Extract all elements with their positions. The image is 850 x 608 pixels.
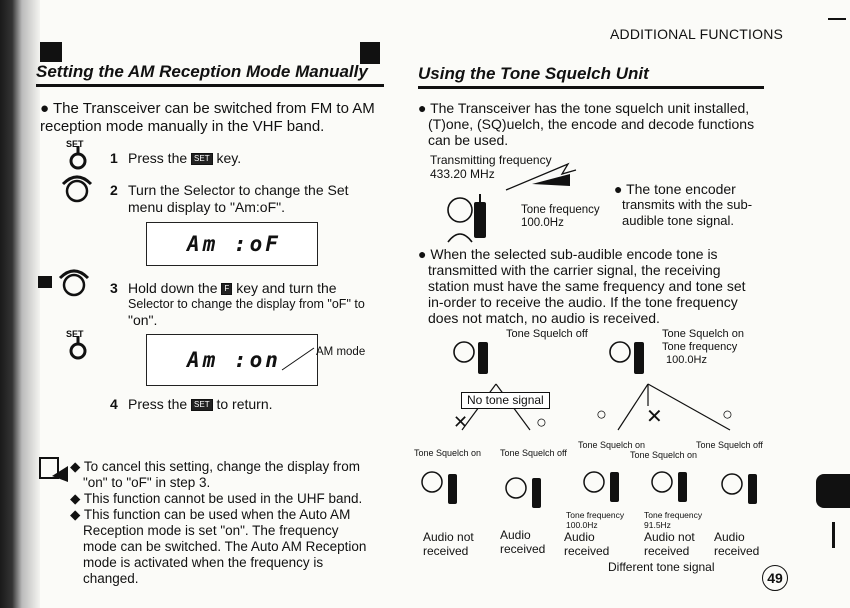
freq-c-label: Tone frequency bbox=[566, 510, 625, 520]
person-with-radio-icon bbox=[440, 192, 504, 248]
person-radio-squelch-off bbox=[448, 336, 506, 380]
encoder-text-1: The tone encoder bbox=[626, 181, 736, 197]
different-tone-label: Different tone signal bbox=[608, 560, 715, 574]
result-e-line1: Audio bbox=[714, 530, 745, 544]
page-number: 49 bbox=[762, 565, 788, 591]
cross-mark-1: ✕ bbox=[453, 412, 469, 432]
result-b-line2: received bbox=[500, 542, 546, 556]
circle-mark-3: ○ bbox=[722, 404, 733, 424]
step3-line3: "on". bbox=[128, 312, 158, 328]
left-section-title: Setting the AM Reception Mode Manually bbox=[36, 62, 368, 81]
step1-number: 1 bbox=[110, 150, 118, 166]
set-label-2: SET bbox=[66, 329, 84, 339]
step3-line1a: Hold down the bbox=[128, 280, 218, 296]
f-key-icon bbox=[38, 276, 52, 288]
encoder-line3: audible tone signal. bbox=[622, 213, 735, 228]
am-mode-label: AM mode bbox=[316, 346, 366, 358]
page-binding-shadow bbox=[22, 0, 40, 608]
set-label: SET bbox=[66, 139, 84, 149]
para2-line3: station must have the same frequency and tone set bbox=[428, 278, 746, 294]
bottom-label-a: Tone Squelch on bbox=[414, 448, 482, 458]
step1-text-a: Press the bbox=[128, 150, 188, 166]
step2-line2: menu display to "Am:oF". bbox=[128, 199, 286, 215]
f-key-glyph: F bbox=[221, 283, 232, 295]
step3-line2: Selector to change the display from "oF" to bbox=[128, 297, 365, 311]
note-2-line1: This function cannot be used in the UHF band. bbox=[83, 491, 363, 506]
note-1-line2: "on" to "oF" in step 3. bbox=[83, 475, 211, 490]
step4-number: 4 bbox=[110, 396, 118, 412]
am-mode-pointer bbox=[280, 344, 316, 372]
result-b bbox=[500, 528, 545, 556]
edge-mark bbox=[832, 522, 835, 548]
result-a bbox=[423, 530, 474, 558]
left-intro-text: The Transceiver can be switched from FM to AM reception mode manually in the VHF band. bbox=[40, 100, 375, 135]
note-3-line4: mode is activated when the frequency is bbox=[83, 555, 324, 570]
note-3-line2: Reception mode is set "on". The frequency bbox=[83, 523, 339, 538]
no-tone-signal-box: No tone signal bbox=[461, 392, 550, 409]
step3-line1 bbox=[128, 280, 383, 297]
result-c-line2: received bbox=[564, 544, 610, 558]
bottom-label-d: Tone Squelch on bbox=[630, 450, 698, 460]
selector-knob-icon bbox=[60, 172, 94, 206]
para2-line5: does not match, no audio is received. bbox=[428, 310, 660, 326]
step4-text-b: to return. bbox=[216, 396, 273, 412]
bottom-label-b: Tone Squelch off bbox=[500, 448, 567, 458]
step4-text-a: Press the bbox=[128, 396, 188, 412]
result-c bbox=[564, 530, 609, 558]
lcd-text-1: Am :oF bbox=[187, 232, 281, 256]
result-b-line1: Audio bbox=[500, 528, 531, 542]
section-tab-marker bbox=[816, 474, 850, 508]
circle-mark-1: ○ bbox=[536, 412, 547, 432]
left-title-rule bbox=[36, 84, 384, 87]
step2-line1: Turn the Selector to change the Set bbox=[128, 182, 349, 198]
person-radio-squelch-on bbox=[604, 336, 662, 380]
right-para2 bbox=[418, 246, 766, 326]
button-press-icon bbox=[64, 144, 94, 170]
note-item: ◆ This function cannot be used in the UHF band. bbox=[70, 491, 363, 506]
right-intro-line3: can be used. bbox=[428, 132, 509, 148]
encoder-line1: ● The tone encoder bbox=[614, 181, 736, 197]
cross-mark-2: ✕ bbox=[646, 406, 663, 428]
para2-line2: transmitted with the carrier signal, the receiving bbox=[428, 262, 721, 278]
right-intro-line2: (T)one, (SQ)uelch, the encode and decode functions bbox=[428, 116, 755, 132]
para2-text-1: When the selected sub-audible encode tone is bbox=[430, 246, 718, 262]
step4-text bbox=[128, 396, 273, 413]
result-a-line2: received bbox=[423, 544, 469, 558]
button-press-icon-2 bbox=[64, 334, 94, 360]
set-key-icon-2: SET bbox=[191, 399, 213, 411]
result-e bbox=[714, 530, 759, 558]
note-3-line3: mode can be switched. The Auto AM Reception bbox=[83, 539, 367, 554]
lcd-display-1 bbox=[146, 222, 318, 266]
result-d-line2: received bbox=[644, 544, 690, 558]
encoder-line2: transmits with the sub- bbox=[622, 197, 753, 212]
lcd-text-2: Am :on bbox=[187, 348, 281, 372]
squelch-on-freq-label: Tone frequency bbox=[662, 341, 738, 353]
result-d bbox=[644, 530, 695, 558]
note-1-line1: To cancel this setting, change the display from bbox=[83, 459, 361, 474]
bottom-label-c: Tone Squelch on bbox=[578, 440, 646, 450]
right-intro-line1: ● The Transceiver has the tone squelch unit installed, bbox=[418, 100, 750, 116]
tone-freq-label: Tone frequency bbox=[521, 204, 600, 216]
para2-line4: in-order to receive the audio. If the tone frequency bbox=[428, 294, 738, 310]
right-intro bbox=[418, 100, 766, 148]
note-item: ◆ To cancel this setting, change the display from bbox=[70, 459, 361, 474]
squelch-on-freq-value: 100.0Hz bbox=[666, 354, 707, 366]
bottom-label-e: Tone Squelch off bbox=[696, 440, 763, 450]
circle-mark-2: ○ bbox=[596, 404, 607, 424]
note-item: ◆ This function can be used when the Auto AM bbox=[70, 507, 351, 522]
book-icon bbox=[360, 42, 380, 64]
result-e-line2: received bbox=[714, 544, 760, 558]
step1-text-b: key. bbox=[216, 150, 242, 166]
step3-line1b: key and turn the bbox=[236, 280, 337, 296]
result-c-line1: Audio bbox=[564, 530, 595, 544]
step3-number: 3 bbox=[110, 280, 118, 296]
left-tab-icon bbox=[40, 42, 62, 62]
result-d-line1: Audio not bbox=[644, 530, 695, 544]
tx-freq-label: Transmitting frequency bbox=[430, 153, 552, 167]
note-3-line5: changed. bbox=[83, 571, 139, 586]
right-section-title: Using the Tone Squelch Unit bbox=[418, 64, 649, 83]
right-intro-text-1: The Transceiver has the tone squelch unit installed, bbox=[430, 100, 750, 116]
para2-line1: ● When the selected sub-audible encode tone is bbox=[418, 246, 718, 262]
encoder-text bbox=[614, 181, 764, 229]
transmit-signal-arrow bbox=[502, 160, 578, 196]
receivers-row-icons bbox=[418, 464, 768, 514]
freq-c-value: 100.0Hz bbox=[566, 520, 598, 530]
note-icon bbox=[38, 456, 72, 486]
right-title-rule bbox=[418, 86, 764, 89]
note-3-line1: This function can be used when the Auto AM bbox=[83, 507, 351, 522]
set-key-icon: SET bbox=[191, 153, 213, 165]
tone-freq-value: 100.0Hz bbox=[521, 217, 564, 229]
selector-knob-icon-2 bbox=[56, 266, 92, 300]
freq-d-value: 91.5Hz bbox=[644, 520, 671, 530]
squelch-off-label: Tone Squelch off bbox=[506, 328, 588, 340]
squelch-on-label: Tone Squelch on bbox=[662, 328, 744, 340]
notes-list bbox=[70, 459, 386, 587]
freq-d-label: Tone frequency bbox=[644, 510, 703, 520]
page-binding-edge bbox=[0, 0, 22, 608]
step2-number: 2 bbox=[110, 182, 118, 198]
left-intro: ● The Transceiver can be switched from FM to AM reception mode manually in the VHF band. bbox=[40, 100, 375, 135]
step1-text bbox=[128, 150, 241, 167]
result-a-line1: Audio not bbox=[423, 530, 474, 544]
tx-freq-value: 433.20 MHz bbox=[430, 167, 495, 181]
corner-mark bbox=[828, 18, 846, 20]
section-header: ADDITIONAL FUNCTIONS bbox=[610, 26, 784, 42]
